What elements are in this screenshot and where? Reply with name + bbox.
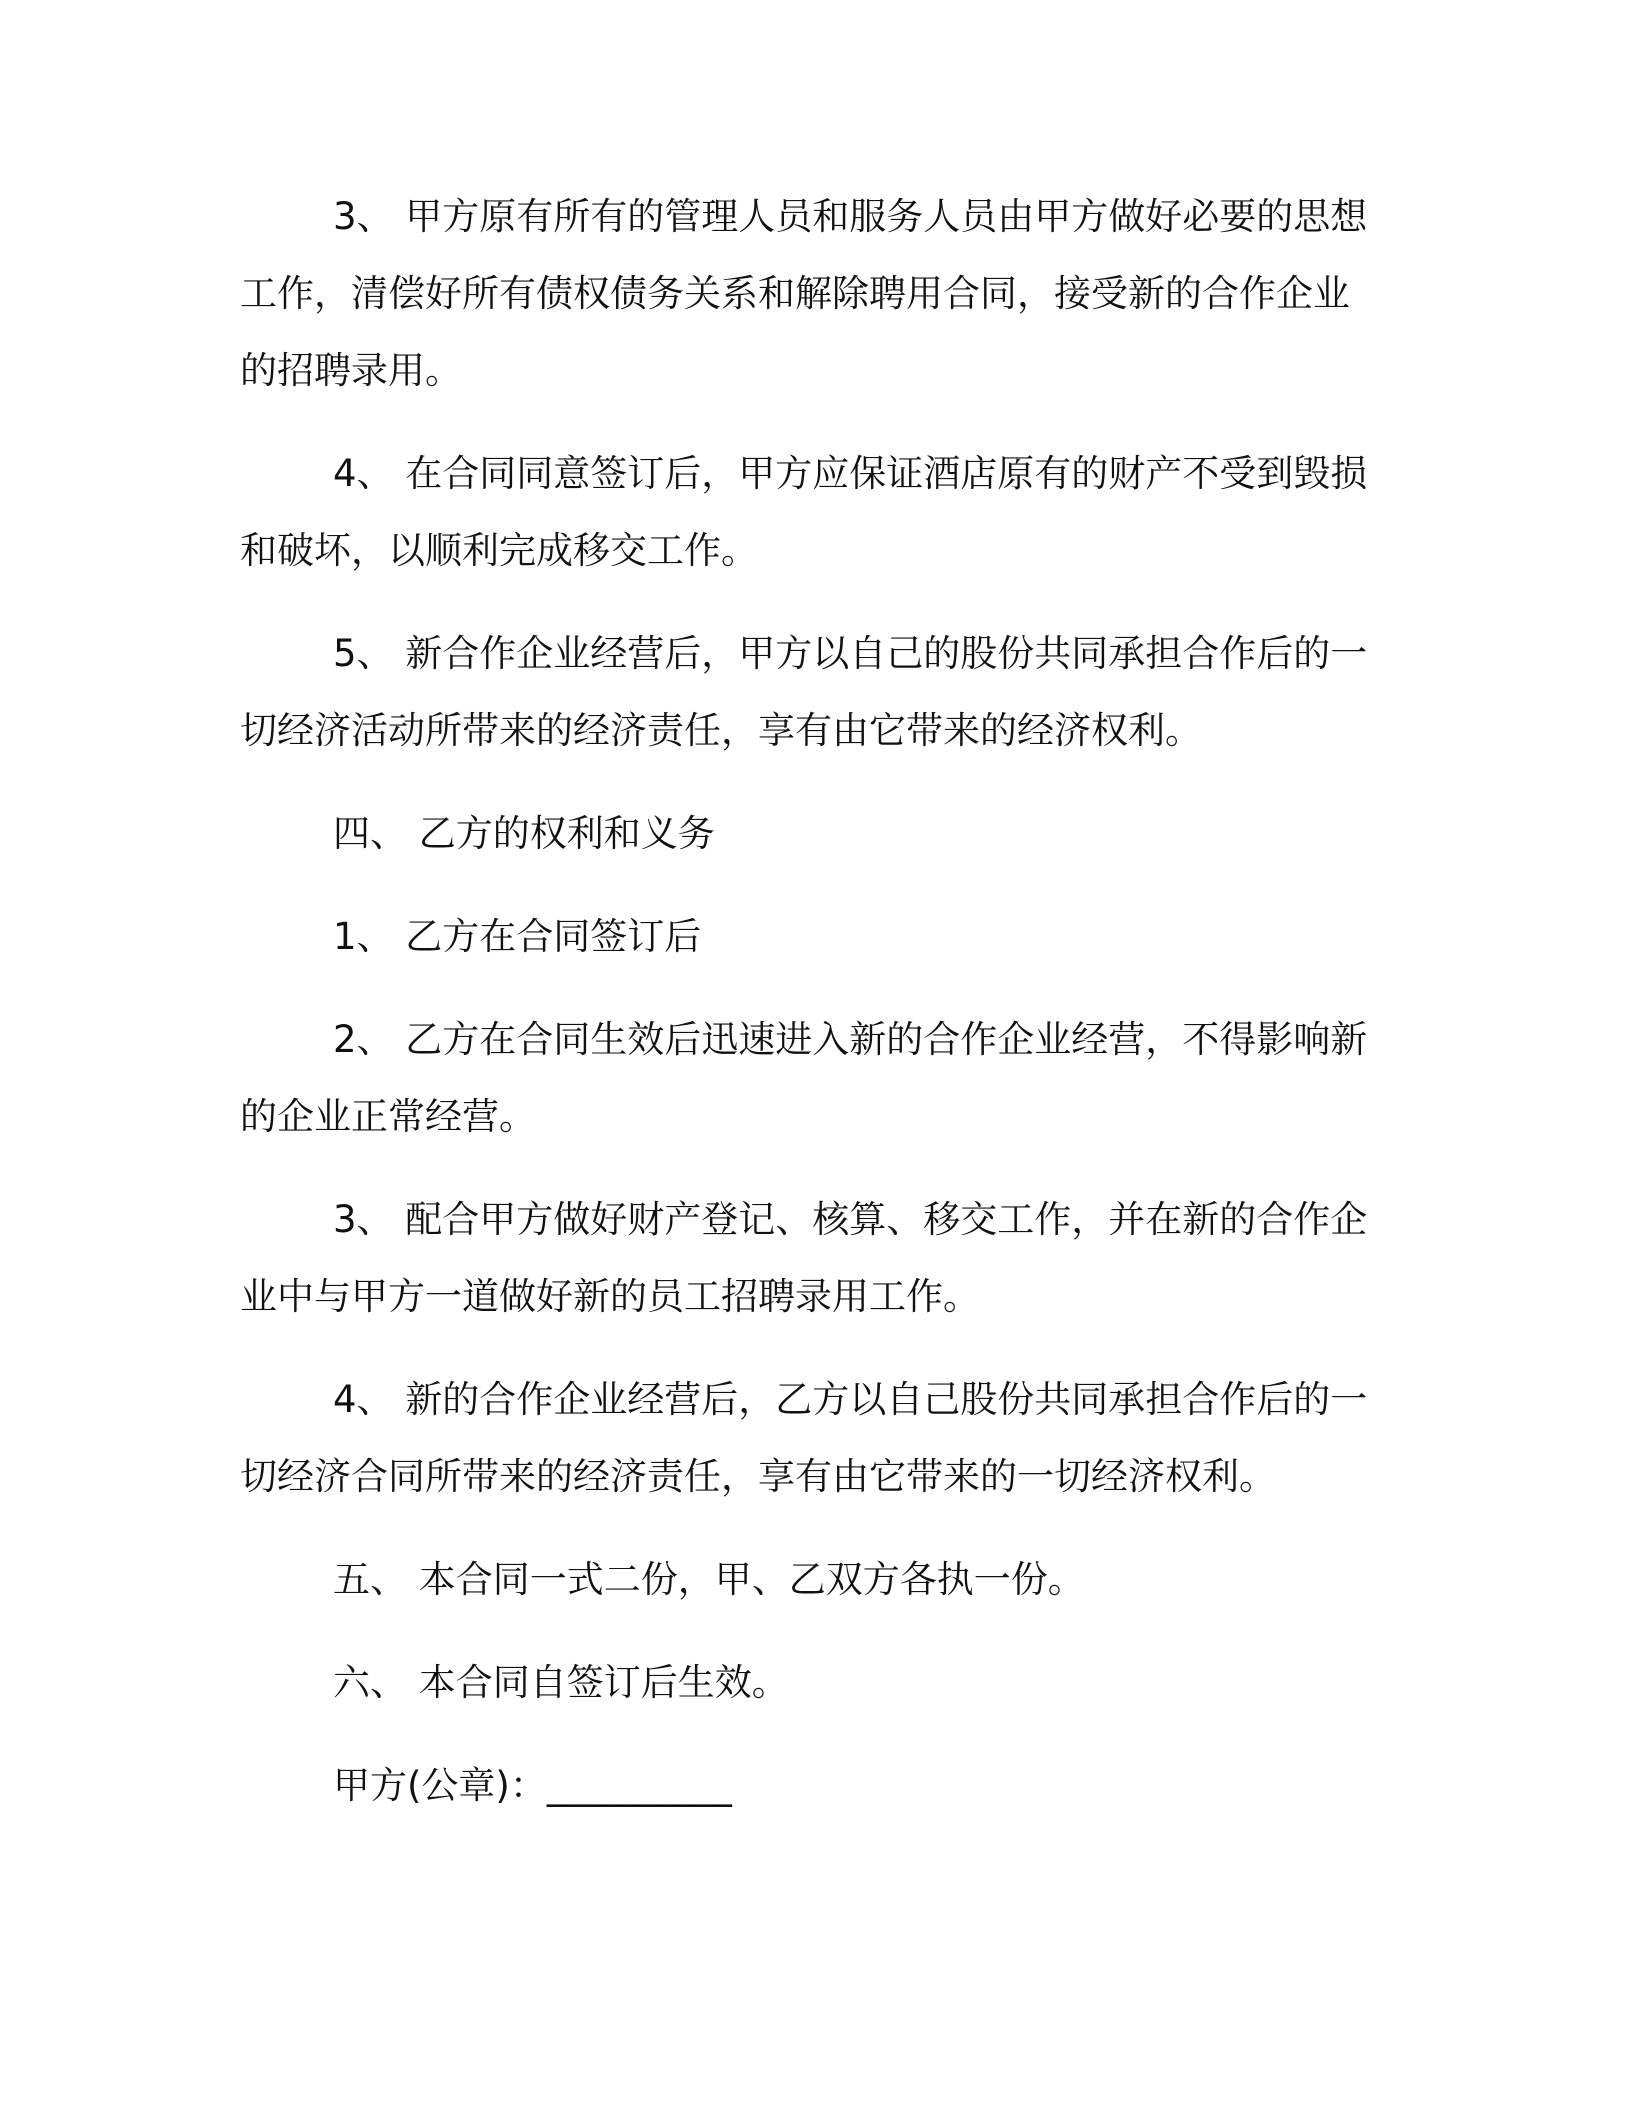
section-heading: 五、 本合同一式二份，甲、乙双方各执一份。 (333, 1558, 1085, 1601)
section-heading-party-b-rights (240, 795, 1392, 872)
paragraph-line: 5、 新合作企业经营后，甲方以自己的股份共同承担合作后的一 (333, 632, 1368, 675)
paragraph-line: 和破坏，以顺利完成移交工作。 (240, 529, 758, 572)
section-heading: 四、 乙方的权利和义务 (333, 812, 715, 855)
paragraph-line: 3、 配合甲方做好财产登记、核算、移交工作，并在新的合作企 (333, 1198, 1368, 1241)
paragraph-line: 切经济活动所带来的经济责任，享有由它带来的经济权利。 (240, 709, 1202, 752)
clause-party-b-3 (240, 1181, 1392, 1335)
paragraph-line: 业中与甲方一道做好新的员工招聘录用工作。 (240, 1275, 980, 1318)
signature-line: 甲方(公章)：__________ (333, 1764, 732, 1807)
clause-party-b-4 (240, 1361, 1392, 1515)
section-effective (240, 1644, 1392, 1721)
paragraph-line: 切经济合同所带来的经济责任，享有由它带来的一切经济权利。 (240, 1455, 1276, 1498)
paragraph-line: 1、 乙方在合同签订后 (333, 915, 702, 958)
paragraph-line: 4、 在合同同意签订后，甲方应保证酒店原有的财产不受到毁损 (333, 452, 1368, 495)
clause-party-a-4 (240, 435, 1392, 589)
signature-party-a (240, 1747, 1392, 1824)
paragraph-line: 的招聘录用。 (240, 349, 462, 392)
paragraph-line: 工作，清偿好所有债权债务关系和解除聘用合同，接受新的合作企业 (240, 272, 1350, 315)
paragraph-line: 4、 新的合作企业经营后，乙方以自己股份共同承担合作后的一 (333, 1378, 1368, 1421)
clause-party-b-1 (240, 898, 1392, 975)
clause-party-a-5 (240, 615, 1392, 769)
clause-party-a-3 (240, 178, 1392, 409)
clause-party-b-2 (240, 1001, 1392, 1155)
paragraph-line: 3、 甲方原有所有的管理人员和服务人员由甲方做好必要的思想 (333, 195, 1368, 238)
paragraph-line: 2、 乙方在合同生效后迅速进入新的合作企业经营，不得影响新 (333, 1018, 1368, 1061)
section-heading: 六、 本合同自签订后生效。 (333, 1661, 789, 1704)
section-copies (240, 1541, 1392, 1618)
paragraph-line: 的企业正常经营。 (240, 1095, 536, 1138)
